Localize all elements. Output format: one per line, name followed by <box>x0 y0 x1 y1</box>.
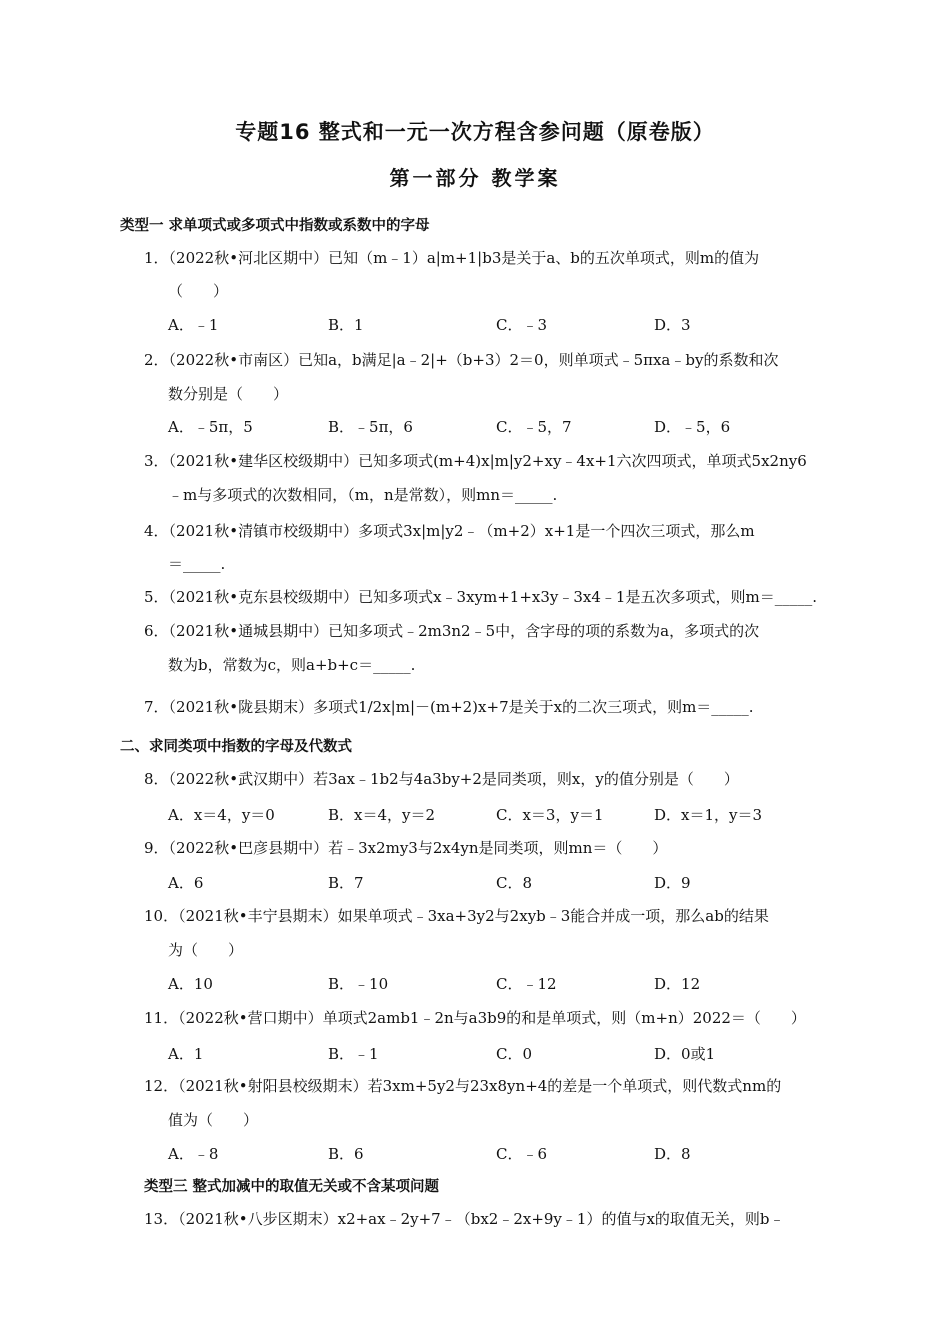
question-3: 3．（2021秋•建华区校级期中）已知多项式(m+4)x|m|y2+xy﹣4x+1六次四项式，单项式5x2ny6 <box>144 452 807 470</box>
option-d: D．8 <box>654 1145 691 1163</box>
section-heading-1: 类型一 求单项式或多项式中指数或系数中的字母 <box>120 218 430 234</box>
option-a: A．﹣8 <box>168 1145 219 1163</box>
question-6: 6．（2021秋•通城县期中）已知多项式﹣2m3n2﹣5中，含字母的项的系数为a，多项式的次 <box>144 622 760 640</box>
option-d: D．9 <box>654 874 691 892</box>
option-b: B．﹣1 <box>328 1045 379 1063</box>
question-12-continued: 值为（ ） <box>168 1111 259 1129</box>
page-subtitle: 第一部分 教学案 <box>389 166 561 190</box>
section-heading-2: 二、求同类项中指数的字母及代数式 <box>120 739 352 755</box>
option-c: C．﹣12 <box>496 975 557 993</box>
question-2: 2．（2022秋•市南区）已知a，b满足|a﹣2|+（b+3）2＝0，则单项式﹣5πxa﹣by的系数和次 <box>144 351 779 369</box>
page-title: 专题16 整式和一元一次方程含参问题（原卷版） <box>235 120 715 144</box>
question-4: 4．（2021秋•清镇市校级期中）多项式3x|m|y2﹣（m+2）x+1是一个四次三项式，那么m <box>144 522 755 540</box>
question-12: 12．（2021秋•射阳县校级期末）若3xm+5y2与23x8yn+4的差是一个单项式，则代数式nm的 <box>144 1077 782 1095</box>
option-d: D．x＝1，y＝3 <box>654 806 763 824</box>
option-b: B．﹣10 <box>328 975 389 993</box>
option-b: B．x＝4，y＝2 <box>328 806 436 824</box>
option-b: B．6 <box>328 1145 364 1163</box>
option-d: D．0或1 <box>654 1045 716 1063</box>
question-9: 9．（2022秋•巴彦县期中）若﹣3x2my3与2x4yn是同类项，则mn＝（ ） <box>144 839 668 857</box>
option-a: A．x＝4，y＝0 <box>168 806 275 824</box>
option-c: C．x＝3，y＝1 <box>496 806 604 824</box>
option-d: D．12 <box>654 975 701 993</box>
question-2-continued: 数分别是（ ） <box>168 385 289 403</box>
option-c: C．﹣6 <box>496 1145 548 1163</box>
question-11: 11．（2022秋•营口期中）单项式2amb1﹣2n与a3b9的和是单项式，则（m+n）2022＝（ ） <box>144 1009 806 1027</box>
question-1: 1．（2022秋•河北区期中）已知（m﹣1）a|m+1|b3是关于a、b的五次单项式，则m的值为 <box>144 249 760 267</box>
option-b: B．1 <box>328 316 364 334</box>
question-1-continued: （ ） <box>168 282 229 300</box>
option-a: A．10 <box>168 975 213 993</box>
option-a: A．6 <box>168 874 204 892</box>
option-d: D．3 <box>654 316 691 334</box>
option-c: C．﹣5，7 <box>496 418 572 436</box>
option-b: B．7 <box>328 874 364 892</box>
question-7: 7．（2021秋•陇县期末）多项式1/2x|m|－(m+2)x+7是关于x的二次三项式，则m＝_____. <box>144 698 754 716</box>
option-a: A．﹣1 <box>168 316 219 334</box>
option-c: C．﹣3 <box>496 316 548 334</box>
question-13: 13．（2021秋•八步区期末）x2+ax﹣2y+7﹣（bx2﹣2x+9y﹣1）的值与x的取值无关，则b﹣ <box>144 1210 785 1228</box>
question-5: 5．（2021秋•克东县校级期中）已知多项式x﹣3xym+1+x3y﹣3x4﹣1是五次多项式，则m＝_____. <box>144 588 817 606</box>
option-a: A．﹣5π，5 <box>168 418 253 436</box>
option-c: C．0 <box>496 1045 533 1063</box>
question-8: 8．（2022秋•武汉期中）若3ax﹣1b2与4a3by+2是同类项，则x，y的值分别是（ ） <box>144 770 739 788</box>
question-6-continued: 数为b，常数为c，则a+b+c＝_____. <box>168 656 416 674</box>
option-c: C．8 <box>496 874 533 892</box>
question-4-continued: ＝_____. <box>168 555 226 573</box>
section-heading-3: 类型三 整式加减中的取值无关或不含某项问题 <box>144 1179 440 1195</box>
option-a: A．1 <box>168 1045 204 1063</box>
option-b: B．﹣5π，6 <box>328 418 413 436</box>
question-10: 10．（2021秋•丰宁县期末）如果单项式﹣3xa+3y2与2xyb﹣3能合并成一项，那么ab的结果 <box>144 907 769 925</box>
option-d: D．﹣5，6 <box>654 418 731 436</box>
question-10-continued: 为（ ） <box>168 941 244 959</box>
question-3-continued: ﹣m与多项式的次数相同，（m，n是常数），则mn＝_____. <box>168 486 558 504</box>
